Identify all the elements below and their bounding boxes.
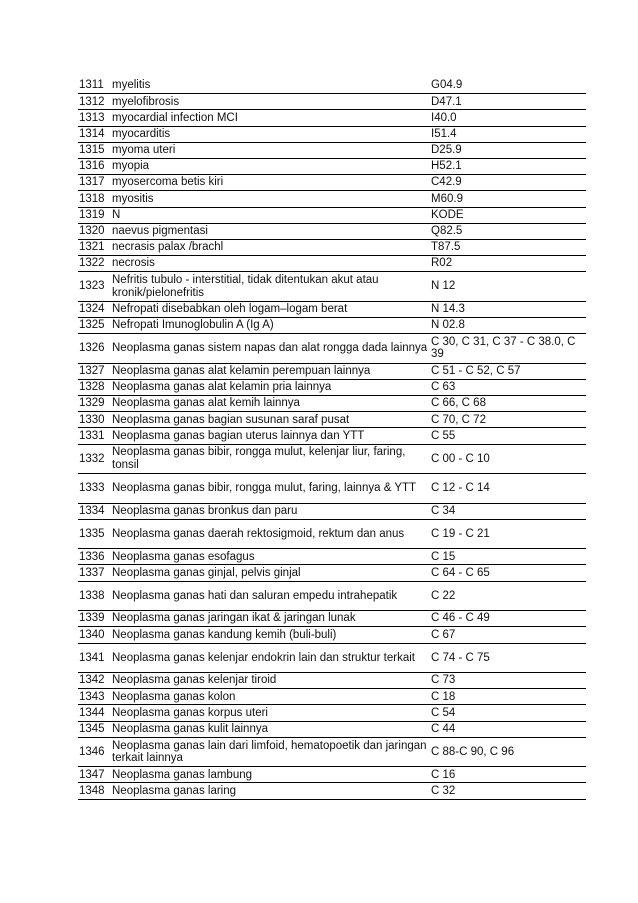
icd-code: C 66, C 68 — [430, 396, 586, 412]
icd-code: C 67 — [430, 627, 586, 643]
diagnosis-name: necrosis — [111, 256, 430, 272]
table-row — [78, 94, 586, 110]
icd-code: C 19 - C 21 — [430, 519, 586, 549]
diagnosis-name: Neoplasma ganas sistem napas dan alat rongga dada lainnya — [111, 334, 430, 364]
row-number: 1312 — [78, 94, 111, 110]
icd-code: KODE — [430, 207, 586, 223]
table-row — [78, 673, 586, 689]
table-row — [78, 110, 586, 126]
row-number: 1320 — [78, 223, 111, 239]
row-number: 1346 — [78, 737, 111, 767]
icd-code: C 46 - C 49 — [430, 611, 586, 627]
table-row — [78, 689, 586, 705]
row-number: 1324 — [78, 301, 111, 317]
row-number: 1325 — [78, 317, 111, 333]
icd-code: C 63 — [430, 379, 586, 395]
diagnosis-name: myopia — [111, 158, 430, 174]
row-number: 1321 — [78, 239, 111, 255]
table-row — [78, 301, 586, 317]
row-number: 1337 — [78, 565, 111, 581]
diagnosis-name: Neoplasma ganas alat kemih lainnya — [111, 396, 430, 412]
table-row — [78, 565, 586, 581]
icd-code: C 32 — [430, 783, 586, 799]
table-row — [78, 207, 586, 223]
table-row — [78, 223, 586, 239]
icd-code: N 14.3 — [430, 301, 586, 317]
table-row — [78, 549, 586, 565]
table-row — [78, 272, 586, 302]
diagnosis-name: myocarditis — [111, 126, 430, 142]
table-row — [78, 158, 586, 174]
row-number: 1332 — [78, 444, 111, 474]
icd-code: H52.1 — [430, 158, 586, 174]
table-row — [78, 379, 586, 395]
icd-code: N 12 — [430, 272, 586, 302]
icd-code: C 22 — [430, 581, 586, 611]
table-body — [78, 78, 586, 799]
row-number: 1340 — [78, 627, 111, 643]
row-number: 1331 — [78, 428, 111, 444]
table-row — [78, 412, 586, 428]
diagnosis-name: Neoplasma ganas hati dan saluran empedu intrahepatik — [111, 581, 430, 611]
diagnosis-name: naevus pigmentasi — [111, 223, 430, 239]
icd-code: C 15 — [430, 549, 586, 565]
icd-code: D25.9 — [430, 142, 586, 158]
row-number: 1327 — [78, 363, 111, 379]
icd-code: Q82.5 — [430, 223, 586, 239]
row-number: 1326 — [78, 334, 111, 364]
diagnosis-name: Neoplasma ganas bagian susunan saraf pusat — [111, 412, 430, 428]
row-number: 1330 — [78, 412, 111, 428]
row-number: 1313 — [78, 110, 111, 126]
row-number: 1317 — [78, 175, 111, 191]
table-row — [78, 737, 586, 767]
table-row — [78, 643, 586, 673]
diagnosis-name: Neoplasma ganas bibir, rongga mulut, faring, lainnya & YTT — [111, 474, 430, 504]
icd-code: C 34 — [430, 503, 586, 519]
diagnosis-name: Neoplasma ganas bronkus dan paru — [111, 503, 430, 519]
row-number: 1333 — [78, 474, 111, 504]
icd-code: C 51 - C 52, C 57 — [430, 363, 586, 379]
table-row — [78, 334, 586, 364]
diagnosis-name: Neoplasma ganas korpus uteri — [111, 705, 430, 721]
row-number: 1336 — [78, 549, 111, 565]
row-number: 1311 — [78, 78, 111, 94]
diagnosis-name: Neoplasma ganas laring — [111, 783, 430, 799]
icd-code: C 74 - C 75 — [430, 643, 586, 673]
diagnosis-name: myosercoma betis kiri — [111, 175, 430, 191]
diagnosis-name: myocardial infection MCI — [111, 110, 430, 126]
icd-code: D47.1 — [430, 94, 586, 110]
table-row — [78, 503, 586, 519]
icd-code: C 54 — [430, 705, 586, 721]
diagnosis-name: Nefropati Imunoglobulin A (Ig A) — [111, 317, 430, 333]
table-row — [78, 317, 586, 333]
icd-code: C 16 — [430, 767, 586, 783]
row-number: 1341 — [78, 643, 111, 673]
diagnosis-name: Neoplasma ganas daerah rektosigmoid, rektum dan anus — [111, 519, 430, 549]
row-number: 1314 — [78, 126, 111, 142]
diagnosis-name: myelofibrosis — [111, 94, 430, 110]
diagnosis-name: Neoplasma ganas esofagus — [111, 549, 430, 565]
icd-code: R02 — [430, 256, 586, 272]
icd-code: C 18 — [430, 689, 586, 705]
diagnosis-name: N — [111, 207, 430, 223]
row-number: 1315 — [78, 142, 111, 158]
icd-code: C 73 — [430, 673, 586, 689]
table-row — [78, 142, 586, 158]
diagnosis-name: myoma uteri — [111, 142, 430, 158]
icd-code: C 64 - C 65 — [430, 565, 586, 581]
icd-code: T87.5 — [430, 239, 586, 255]
row-number: 1344 — [78, 705, 111, 721]
icd-code: C 00 - C 10 — [430, 444, 586, 474]
row-number: 1329 — [78, 396, 111, 412]
diagnosis-name: necrasis palax /brachl — [111, 239, 430, 255]
diagnosis-name: Neoplasma ganas bagian uterus lainnya dan YTT — [111, 428, 430, 444]
row-number: 1342 — [78, 673, 111, 689]
icd-code: N 02.8 — [430, 317, 586, 333]
row-number: 1322 — [78, 256, 111, 272]
row-number: 1319 — [78, 207, 111, 223]
table-row — [78, 783, 586, 799]
icd-code: C42.9 — [430, 175, 586, 191]
table-row — [78, 239, 586, 255]
icd-code: I51.4 — [430, 126, 586, 142]
diagnosis-name: Neoplasma ganas kelenjar endokrin lain dan struktur terkait — [111, 643, 430, 673]
row-number: 1335 — [78, 519, 111, 549]
row-number: 1318 — [78, 191, 111, 207]
row-number: 1343 — [78, 689, 111, 705]
diagnosis-name: Neoplasma ganas bibir, rongga mulut, kelenjar liur, faring, tonsil — [111, 444, 430, 474]
diagnosis-name: Neoplasma ganas kelenjar tiroid — [111, 673, 430, 689]
diagnosis-name: myositis — [111, 191, 430, 207]
table-row — [78, 256, 586, 272]
diagnosis-name: Neoplasma ganas alat kelamin pria lainnya — [111, 379, 430, 395]
table-row — [78, 611, 586, 627]
diagnosis-name: Neoplasma ganas lambung — [111, 767, 430, 783]
row-number: 1334 — [78, 503, 111, 519]
table-row — [78, 705, 586, 721]
icd-code: C 44 — [430, 721, 586, 737]
icd-code: I40.0 — [430, 110, 586, 126]
icd-code: C 12 - C 14 — [430, 474, 586, 504]
diagnosis-name: Neoplasma ganas kulit lainnya — [111, 721, 430, 737]
table-row — [78, 396, 586, 412]
icd-code: M60.9 — [430, 191, 586, 207]
row-number: 1323 — [78, 272, 111, 302]
row-number: 1348 — [78, 783, 111, 799]
table-row — [78, 627, 586, 643]
table-row — [78, 444, 586, 474]
row-number: 1316 — [78, 158, 111, 174]
table-row — [78, 126, 586, 142]
row-number: 1345 — [78, 721, 111, 737]
icd-code: C 88-C 90, C 96 — [430, 737, 586, 767]
row-number: 1338 — [78, 581, 111, 611]
row-number: 1339 — [78, 611, 111, 627]
table-row — [78, 78, 586, 94]
diagnosis-name: Neoplasma ganas jaringan ikat & jaringan lunak — [111, 611, 430, 627]
table-row — [78, 363, 586, 379]
row-number: 1347 — [78, 767, 111, 783]
icd-code: C 55 — [430, 428, 586, 444]
table-row — [78, 428, 586, 444]
table-row — [78, 767, 586, 783]
row-number: 1328 — [78, 379, 111, 395]
diagnosis-code-table — [78, 78, 586, 800]
table-row — [78, 721, 586, 737]
table-row — [78, 175, 586, 191]
diagnosis-name: Neoplasma ganas alat kelamin perempuan lainnya — [111, 363, 430, 379]
table-row — [78, 191, 586, 207]
diagnosis-name: Nefritis tubulo - interstitial, tidak ditentukan akut atau kronik/pielonefritis — [111, 272, 430, 302]
icd-code: C 70, C 72 — [430, 412, 586, 428]
icd-code: C 30, C 31, C 37 - C 38.0, C 39 — [430, 334, 586, 364]
diagnosis-name: Neoplasma ganas kolon — [111, 689, 430, 705]
diagnosis-name: Neoplasma ganas lain dari limfoid, hematopoetik dan jaringan terkait lainnya — [111, 737, 430, 767]
table-row — [78, 581, 586, 611]
diagnosis-name: Nefropati disebabkan oleh logam–logam berat — [111, 301, 430, 317]
diagnosis-name: Neoplasma ganas ginjal, pelvis ginjal — [111, 565, 430, 581]
icd-code: G04.9 — [430, 78, 586, 94]
diagnosis-name: Neoplasma ganas kandung kemih (buli-buli) — [111, 627, 430, 643]
diagnosis-name: myelitis — [111, 78, 430, 94]
table-row — [78, 519, 586, 549]
table-row — [78, 474, 586, 504]
